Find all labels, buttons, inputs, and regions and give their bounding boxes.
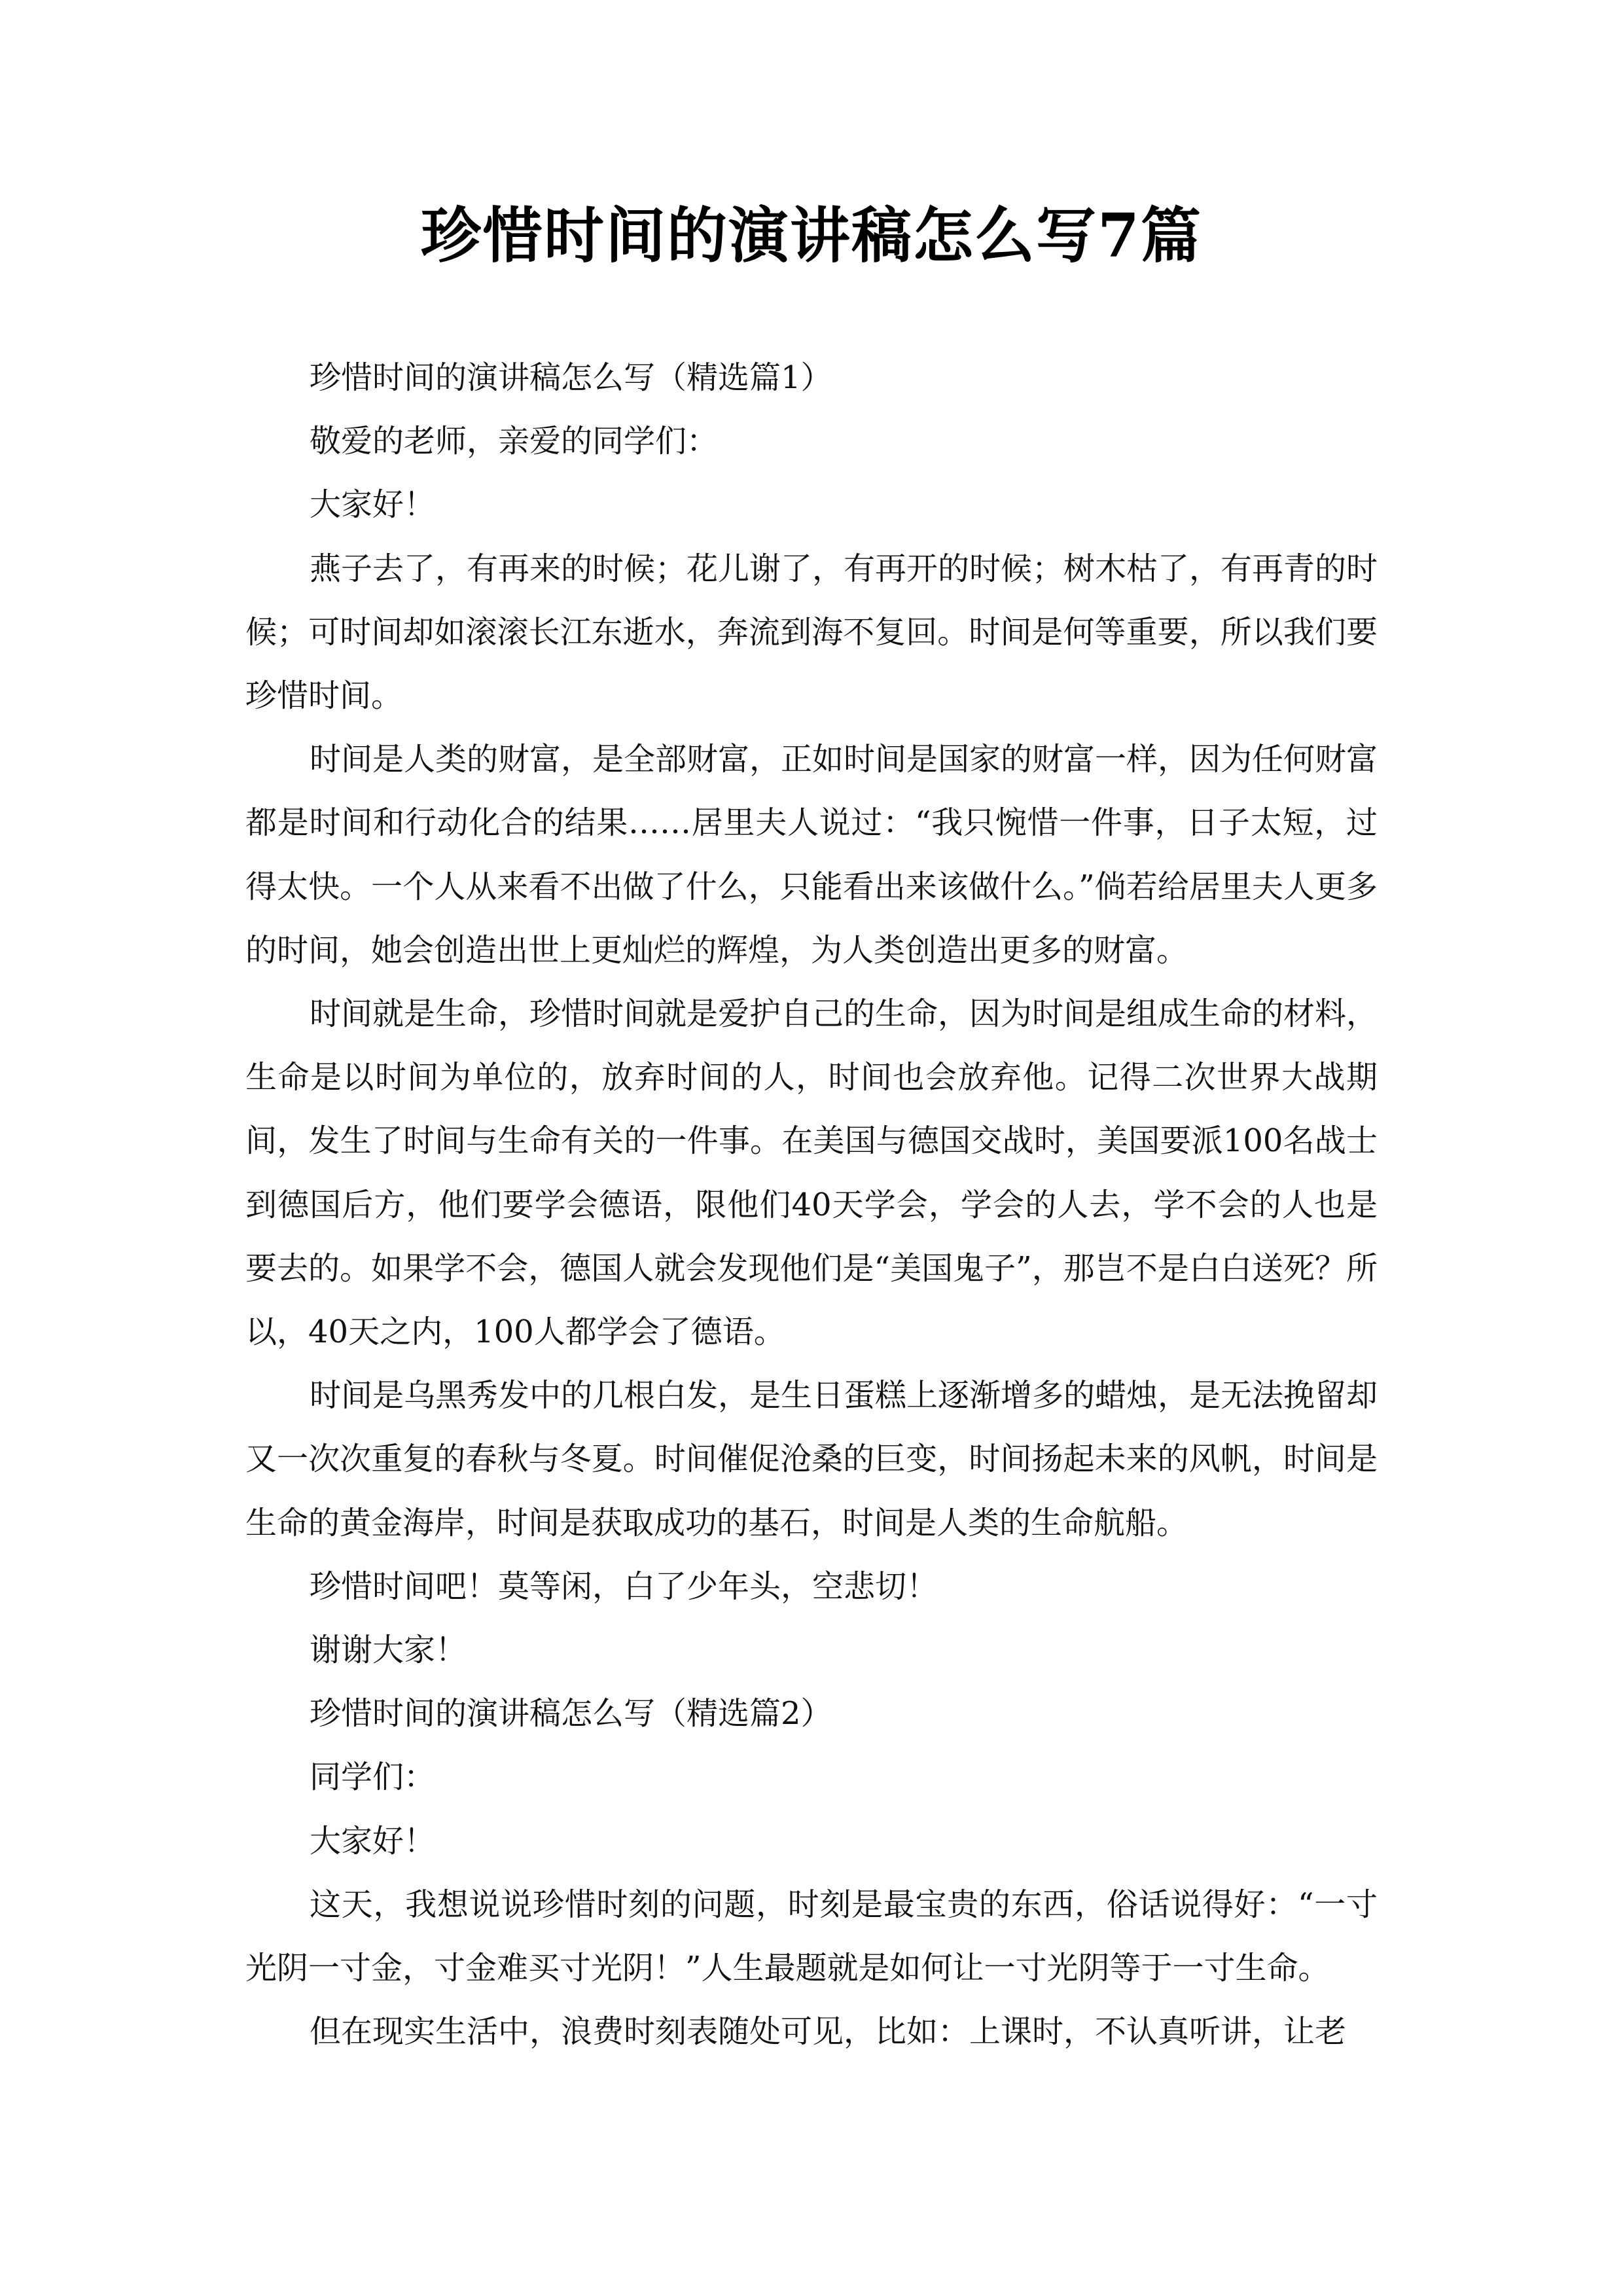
section-heading-2: 珍惜时间的演讲稿怎么写（精选篇2） xyxy=(310,1695,832,1732)
paragraph: 这天，我想说说珍惜时刻的问题，时刻是最宝贵的东西，俗话说得好：“一寸光阴一寸金，寸金难买寸光阴！”人生最题就是如何让一寸光阴等于一寸生命。 xyxy=(245,1886,1378,1987)
greeting: 大家好！ xyxy=(310,1822,436,1859)
section-heading-1: 珍惜时间的演讲稿怎么写（精选篇1） xyxy=(310,359,832,396)
document-title: 珍惜时间的演讲稿怎么写7篇 xyxy=(420,200,1202,271)
thanks-line: 谢谢大家！ xyxy=(310,1632,467,1669)
paragraph: 时间是人类的财富，是全部财富，正如时间是国家的财富一样，因为任何财富都是时间和行动化合的结果……居里夫人说过：“我只惋惜一件事，日子太短，过得太快。一个人从来看不出做了什么，只能看出来该做什么。”倘若给居里夫人更多的时间，她会创造出世上更灿烂的辉煌，为人类创造出更多的财富。 xyxy=(245,741,1378,969)
paragraph: 时间是乌黑秀发中的几根白发，是生日蛋糕上逐渐增多的蜡烛，是无法挽留却又一次次重复的春秋与冬夏。时间催促沧桑的巨变，时间扬起未来的风帆，时间是生命的黄金海岸，时间是获取成功的基石，时间是人类的生命航船。 xyxy=(245,1377,1378,1541)
greeting: 大家好！ xyxy=(310,486,436,524)
paragraph: 燕子去了，有再来的时候；花儿谢了，有再开的时候；树木枯了，有再青的时候；可时间却如滚滚长江东逝水，奔流到海不复回。时间是何等重要，所以我们要珍惜时间。 xyxy=(245,550,1378,715)
paragraph: 但在现实生活中，浪费时刻表随处可见，比如：上课时，不认真听讲，让老 xyxy=(310,2013,1347,2051)
document-body xyxy=(245,346,1378,2064)
closing-line: 珍惜时间吧！莫等闲，白了少年头，空悲切！ xyxy=(310,1568,938,1605)
salutation: 同学们： xyxy=(310,1759,436,1796)
paragraph: 时间就是生命，珍惜时间就是爱护自己的生命，因为时间是组成生命的材料，生命是以时间为单位的，放弃时间的人，时间也会放弃他。记得二次世界大战期间，发生了时间与生命有关的一件事。在美国与德国交战时，美国要派100名战士到德国后方，他们要学会德语，限他们40天学会，学会的人去，学不会的人也是要去的。如果学不会，德国人就会发现他们是“美国鬼子”，那岂不是白白送死？所以，40天之内，100人都学会了德语。 xyxy=(245,996,1378,1351)
salutation: 敬爱的老师，亲爱的同学们： xyxy=(310,423,719,460)
